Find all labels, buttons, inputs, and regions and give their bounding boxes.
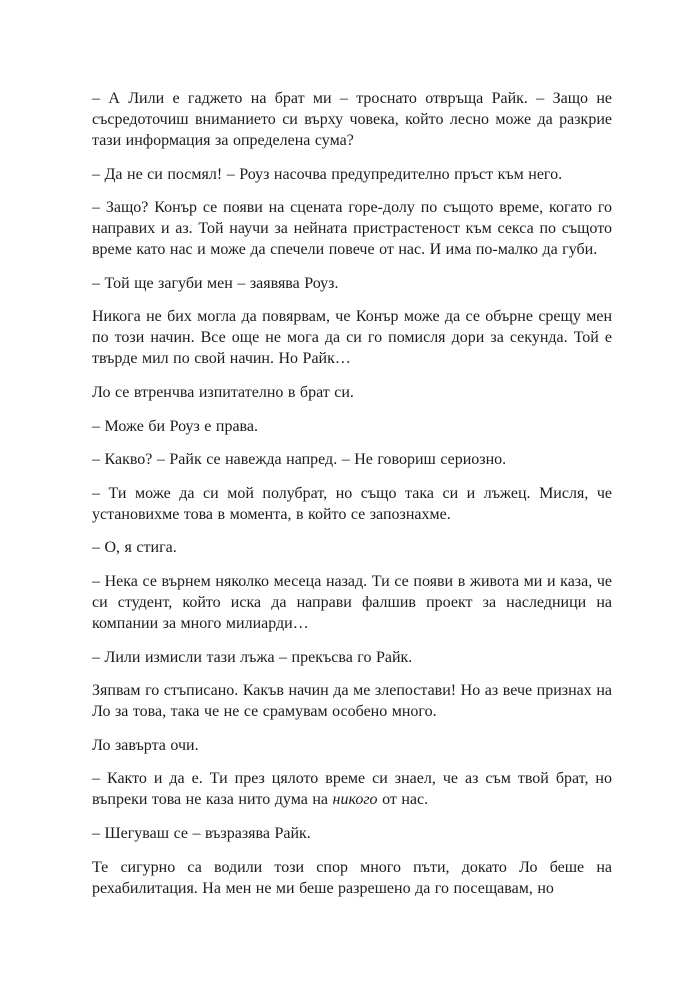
book-page [92, 88, 612, 911]
paragraph: Зяпвам го стъписано. Какъв начин да ме злепостави! Но аз вече признах на Ло за това, така че не се срамувам особено много. [92, 682, 612, 721]
paragraph: – Той ще загуби мен – заявява Роуз. [92, 274, 339, 292]
paragraph: – Шегуваш се – възразява Райк. [92, 824, 311, 842]
paragraph: – Може би Роуз е права. [92, 417, 258, 435]
paragraph: Никога не бих могла да повярвам, че Конър може да се обърне срещу мен по този начин. Все още не мога да си го помисля дори за секунда. Той е твърде мил по свой начин. Но Райк… [92, 308, 612, 368]
paragraph: Ло се втренчва изпитателно в брат си. [92, 383, 354, 401]
emphasized-word: никого [332, 791, 378, 809]
paragraph: – Да не си посмял! – Роуз насочва предупредително пръст към него. [92, 165, 563, 183]
paragraph: – Защо? Конър се появи на сцената горе-долу по същото време, когато го направих и аз. Той научи за нейната пристрастеност към секса по същото време като нас и може да спечели повече от нас. И има по-малко да губи. [92, 199, 612, 259]
paragraph: Ло завърта очи. [92, 736, 199, 754]
paragraph: – Нека се върнем няколко месеца назад. Ти се появи в живота ми и каза, че си студент, който иска да направи фалшив проект за наследници на компании за много милиарди… [92, 572, 612, 632]
paragraph: – А Лили е гаджето на брат ми – троснато отвръща Райк. – Защо не съсредоточиш вниманието си върху човека, който лесно може да разкрие тази информация за определена сума? [92, 90, 612, 149]
paragraph: – Лили измисли тази лъжа – прекъсва го Райк. [92, 648, 413, 666]
paragraph: – Какво? – Райк се навежда напред. – Не говориш сериозно. [92, 451, 507, 469]
paragraph: – О, я стига. [92, 539, 177, 557]
paragraph: – Ти може да си мой полубрат, но също така си и лъжец. Мисля, че установихме това в момента, в който се запознахме. [92, 484, 612, 523]
text-run: – Както и да е. Ти през цялото време си знаел, че аз съм твой брат, но въпреки това не каза нито дума на [92, 770, 612, 809]
paragraph-with-emphasis [92, 768, 612, 810]
text-run: от нас. [377, 791, 429, 809]
paragraph: Те сигурно са водили този спор много пъти, докато Ло беше на рехабилитация. На мен не ми беше разрешено да го посещавам, но [92, 858, 612, 897]
